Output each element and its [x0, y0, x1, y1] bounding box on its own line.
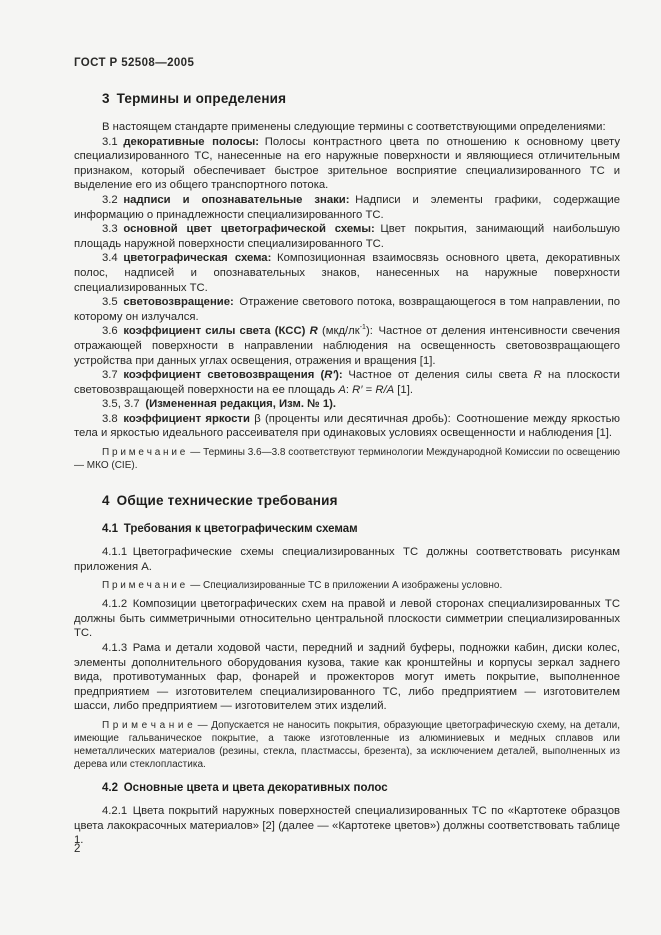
paragraph: 4.1.3 Рама и детали ходовой части, передний и задний буферы, подножки кабин, диски колес, элементы дополнительного оборудования кузова, такие как кронштейны и корпусы зеркал заднего вида, противотуманных фар, фонарей и прожекторов могут иметь покрытие, выполненное предприятием — изготовителем специализированного ТС, либо предприятием — изготовителем шасси, либо предприятием — изготовителем этих изделий.	[74, 642, 620, 713]
paragraph: 4.1.1 Цветографические схемы специализированных ТС должны соответствовать рисункам приложения А.	[74, 546, 620, 573]
paragraph: 3.7 коэффициент световозвращения (R′): Частное от деления силы света R на плоскости световозвращающей поверхности на ее площадь А: R′ = R/A [1].	[74, 369, 620, 396]
subsection-heading: 4.1 Требования к цветографическим схемам	[102, 523, 358, 536]
paragraph: 3.4 цветографическая схема: Композиционная взаимосвязь основного цвета, декоративных полос, надписей и опознавательных знаков, нанесенных на наружные поверхности специализированных ТС.	[74, 252, 620, 294]
paragraph: В настоящем стандарте применены следующие термины с соответствующими определениями:	[102, 121, 606, 133]
paragraph: 3.1 декоративные полосы: Полосы контрастного цвета по отношению к основному цвету специализированного ТС, нанесенные на его наружные поверхности и являющиеся отличительным признаком, который обеспечивает быстрое зрительное восприятие специализированного ТС и выделение его из общего транспортного потока.	[74, 135, 620, 192]
section-heading: 3 Термины и определения	[102, 91, 287, 106]
section-heading: 4 Общие технические требования	[102, 493, 338, 509]
paragraph: 3.3 основной цвет цветографической схемы: Цвет покрытия, занимающий наибольшую площадь наружной поверхности специализированного ТС.	[74, 223, 621, 250]
paragraph: 4.1.2 Композиции цветографических схем на правой и левой сторонах специализированных ТС должны быть симметричными относительно центральной плоскости симметрии специализированных ТС.	[74, 598, 620, 640]
standard-code: ГОСТ Р 52508—2005	[74, 57, 195, 69]
paragraph: 3.8 коэффициент яркости β (проценты или десятичная дробь): Соотношение между яркостью тела и яркостью идеального рассеивателя при одинаковых условиях освещенности и наблюдения [1].	[74, 412, 620, 440]
page-number: 2	[74, 843, 81, 855]
note-paragraph: П р и м е ч а н и е — Допускается не наносить покрытия, образующие цветографическую схему, на детали, имеющие гальваническое покрытие, а также изготовленные из алюминиевых и медных сплавов или неметаллических материалов (резины, стекла, пластмассы, брезента), за исключением деталей, выполненных из дерева или стеклопластика.	[74, 720, 620, 770]
paragraph: 3.2 надписи и опознавательные знаки: Надписи и элементы графики, содержащие информацию о принадлежности специализированного ТС.	[74, 193, 620, 221]
paragraph: 3.5, 3.7 (Измененная редакция, Изм. № 1).	[102, 398, 337, 411]
paragraph: 3.6 коэффициент силы света (КСС) R $(мкд/лк^{-1})$: Частное от деления интенсивности свечения отражающей поверхности в направлении наблюдения на освещенность световозвращающего устройства при данных углах освещения, отражения и вращения [1].	[74, 324, 621, 367]
document-body	[74, 90, 620, 848]
paragraph: 3.5 световозвращение: Отражение светового потока, возвращающегося в том направлении, по которому он излучался.	[74, 296, 620, 323]
paragraph: 4.2.1 Цвета покрытий наружных поверхностей специализированных ТС по «Картотеке образцов цвета лакокрасочных материалов» [2] (далее — «Картотеке цветов») должны соответствовать таблице 1.	[74, 805, 620, 847]
note-paragraph: П р и м е ч а н и е — Специализированные ТС в приложении А изображены условно.	[102, 580, 503, 592]
note-paragraph: П р и м е ч а н и е — Термины 3.6—3.8 соответствуют терминологии Международной Комиссии по освещению — МКО (CIE).	[74, 447, 620, 472]
subsection-heading: 4.2 Основные цвета и цвета декоративных полос	[102, 782, 388, 794]
